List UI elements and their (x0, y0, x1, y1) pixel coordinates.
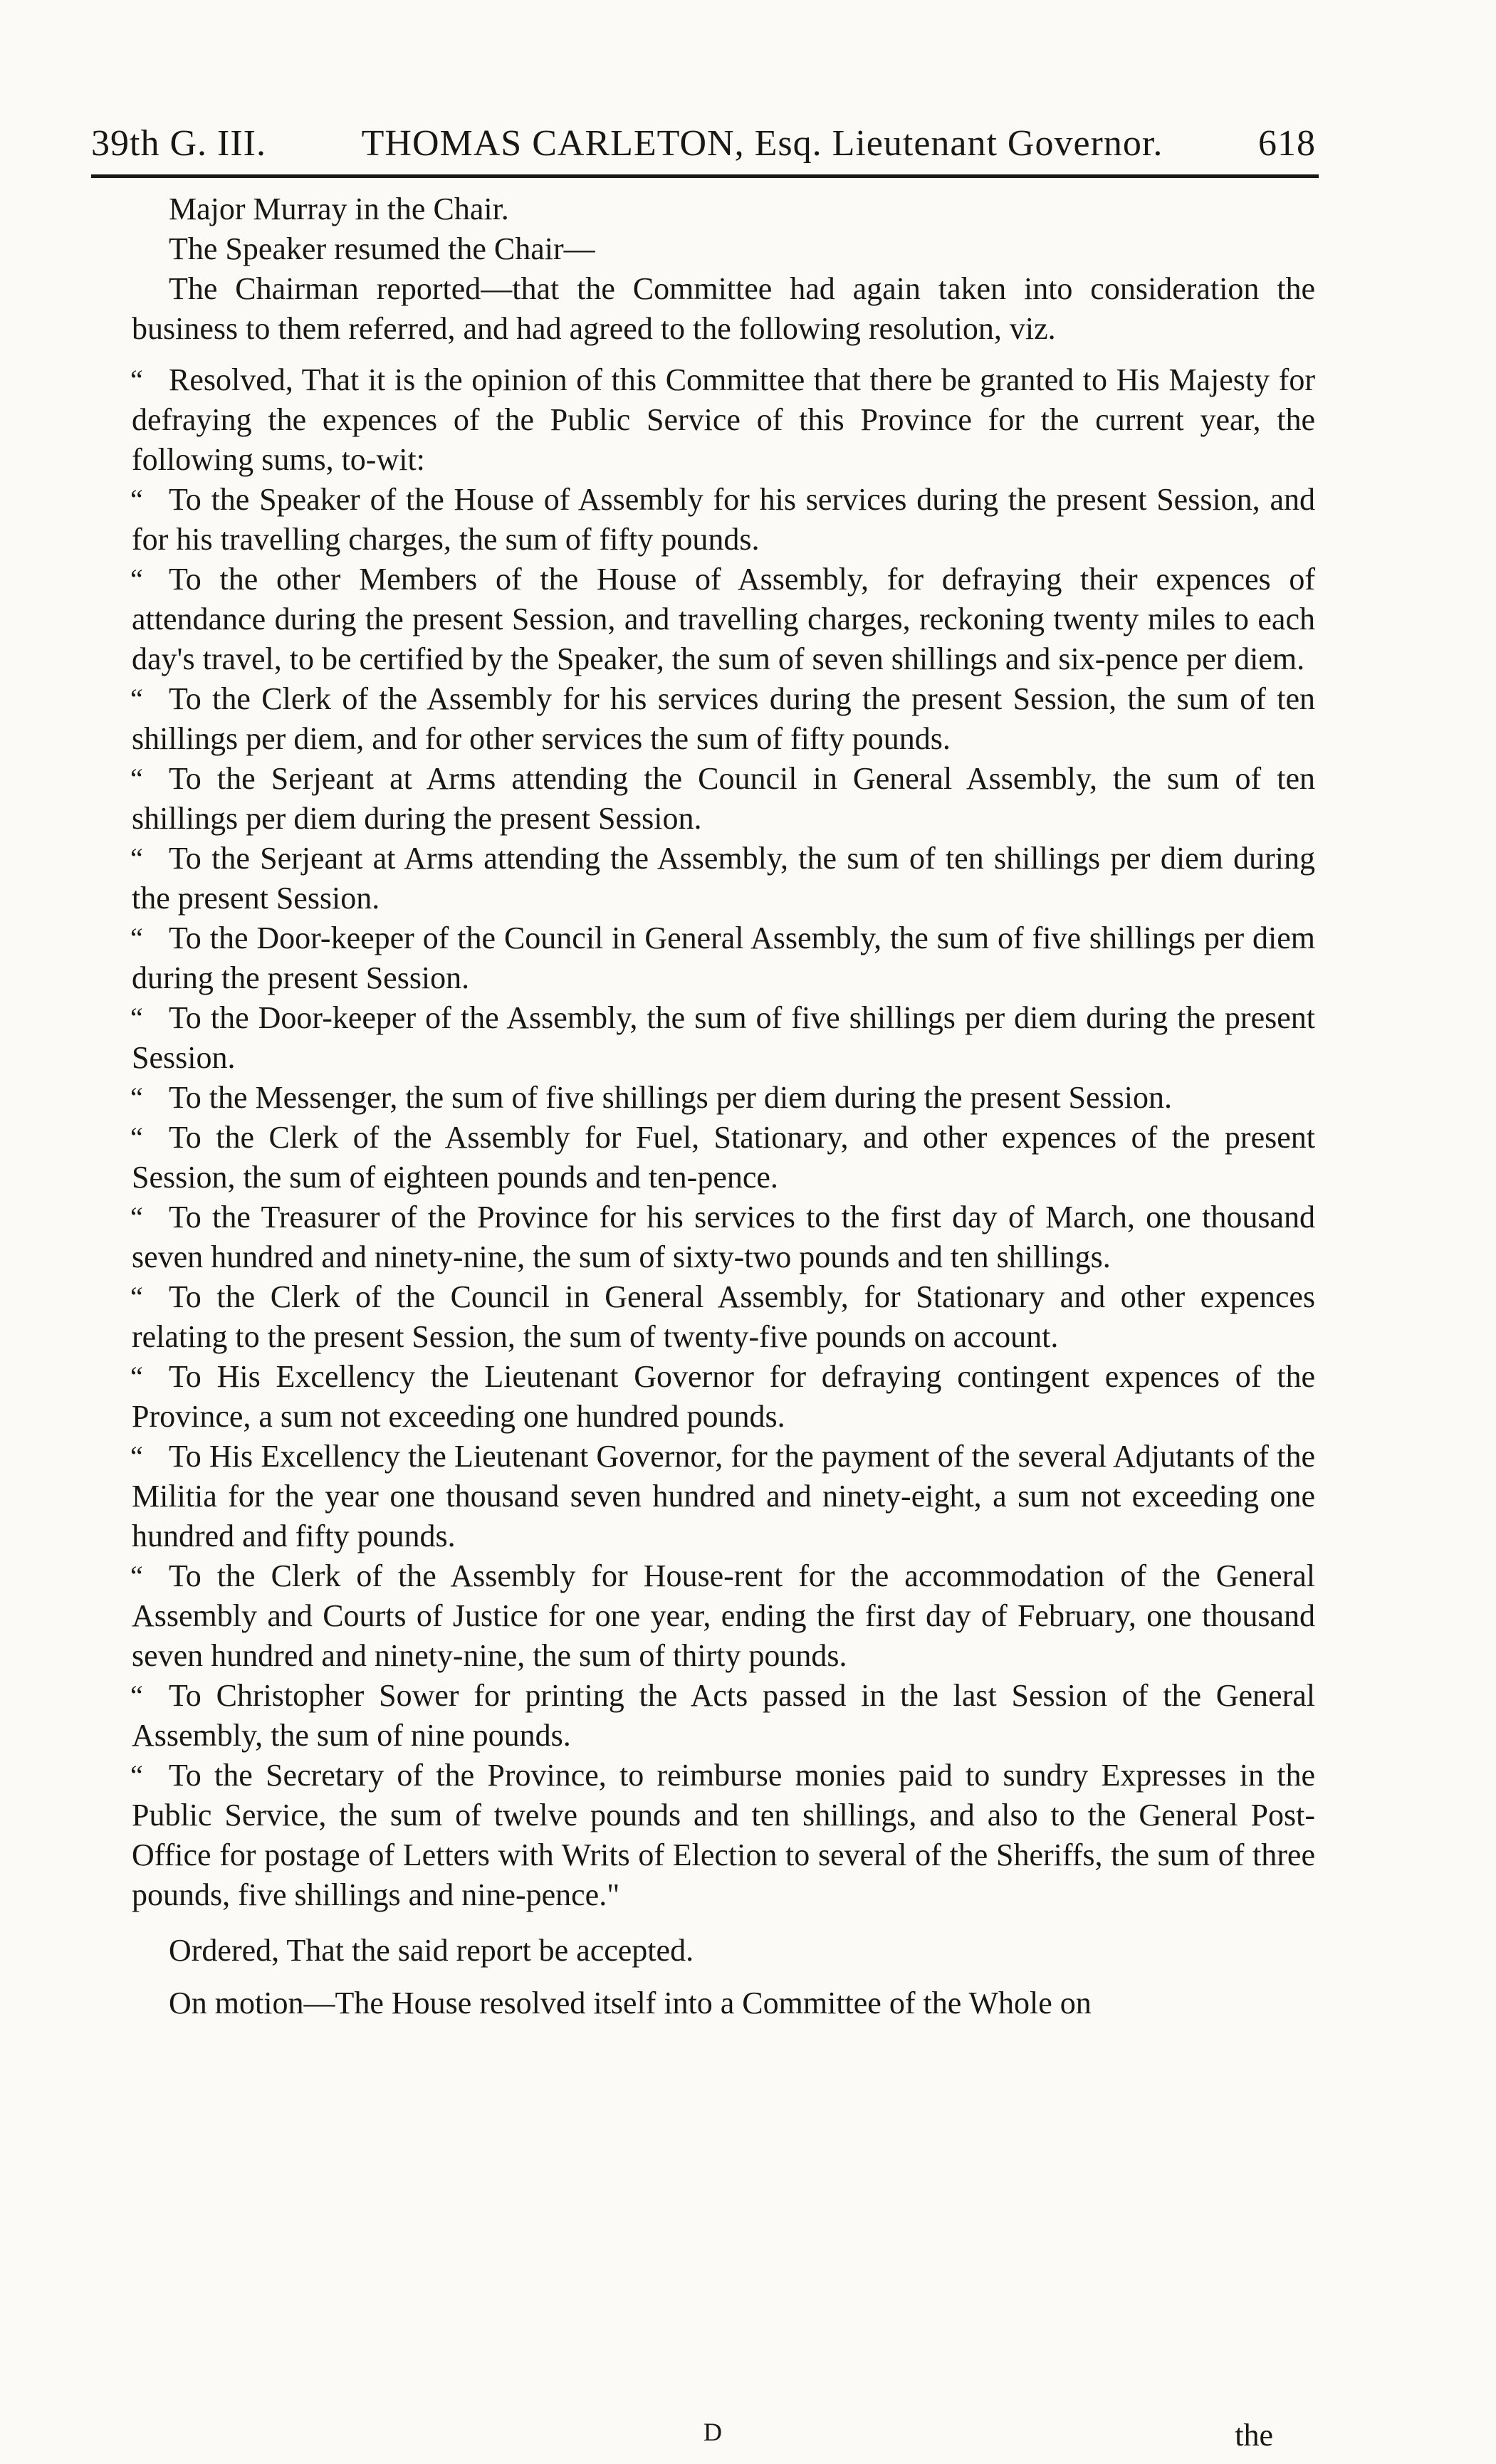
grant-item: “ To the Treasurer of the Province for his services to the first day of March, one thousand seven hundred and ninety-nine, the sum of sixty-two pounds and ten shillings. (132, 1197, 1315, 1277)
grant-item: “ To the Serjeant at Arms attending the Council in General Assembly, the sum of ten shillings per diem during the present Session. (132, 759, 1315, 839)
header-rule (91, 174, 1319, 178)
grant-item: “ To the Clerk of the Assembly for his services during the present Session, the sum of ten shillings per diem, and for other services the sum of fifty pounds. (132, 679, 1315, 759)
page-body (132, 189, 1315, 2023)
paragraph-ordered: Ordered, That the said report be accepted. (169, 1933, 694, 1968)
grant-item: “ To the Speaker of the House of Assembly for his services during the present Session, and for his travelling charges, the sum of fifty pounds. (132, 480, 1315, 560)
grant-item: “ To His Excellency the Lieutenant Governor, for the payment of the several Adjutants of the Militia for the year one thousand seven hundred and ninety-eight, a sum not exceeding one hundred and fifty pounds. (132, 1437, 1315, 1556)
paragraph-report: The Chairman reported—that the Committee had again taken into consideration the business to them referred, and had agreed to the following resolution, viz. (132, 271, 1315, 346)
page-footer (91, 2417, 1316, 2453)
grant-item: “ To the Clerk of the Assembly for House-rent for the accommodation of the General Assembly and Courts of Justice for one year, ending the first day of February, one thousand seven hundred and ninety-nine, the sum of thirty pounds. (132, 1556, 1315, 1676)
running-header (91, 122, 1316, 164)
page-number: 618 (1258, 123, 1316, 164)
paragraph-chair: Major Murray in the Chair. (169, 192, 509, 226)
grant-item: “ To Christopher Sower for printing the Acts passed in the last Session of the General Assembly, the sum of nine pounds. (132, 1676, 1315, 1756)
reign-label: 39th G. III. (91, 123, 266, 164)
grant-item: “ To the Serjeant at Arms attending the Assembly, the sum of ten shillings per diem during the present Session. (132, 839, 1315, 918)
paragraph-resolved: “ Resolved, That it is the opinion of this Committee that there be granted to His Majesty for defraying the expences of the Public Service of this Province for the current year, the following sums, to-wit: (132, 360, 1315, 480)
grant-item: “ To the Clerk of the Assembly for Fuel, Stationary, and other expences of the present Session, the sum of eighteen pounds and ten-pence. (132, 1118, 1315, 1197)
grant-item: “ To the Door-keeper of the Council in General Assembly, the sum of five shillings per diem during the present Session. (132, 918, 1315, 998)
page-title: THOMAS CARLETON, Esq. Lieutenant Governor. (361, 123, 1163, 164)
paragraph-motion: On motion—The House resolved itself into a Committee of the Whole on (169, 1986, 1092, 2020)
grant-item: “ To the Messenger, the sum of five shillings per diem during the present Session. (132, 1078, 1315, 1118)
grant-item: “ To the Clerk of the Council in General Assembly, for Stationary and other expences relating to the present Session, the sum of twenty-five pounds on account. (132, 1277, 1315, 1357)
grant-item: “ To the Door-keeper of the Assembly, the sum of five shillings per diem during the present Session. (132, 998, 1315, 1078)
grant-item: “ To the Secretary of the Province, to reimburse monies paid to sundry Expresses in the Public Service, the sum of twelve pounds and ten shillings, and also to the General Post-Office for postage of Letters with Writs of Election to several of the Sheriffs, the sum of three pounds, five shillings and nine-pence." (132, 1756, 1315, 1915)
paragraph-speaker: The Speaker resumed the Chair— (169, 231, 595, 266)
grant-item: “ To the other Members of the House of Assembly, for defraying their expences of attendance during the present Session, and travelling charges, reckoning twenty miles to each day's travel, to be certified by the Speaker, the sum of seven shillings and six-pence per diem. (132, 560, 1315, 679)
grant-item: “ To His Excellency the Lieutenant Governor for defraying contingent expences of the Province, a sum not exceeding one hundred pounds. (132, 1357, 1315, 1437)
catchword: the (1235, 2418, 1273, 2453)
signature-mark: D (703, 2418, 722, 2446)
